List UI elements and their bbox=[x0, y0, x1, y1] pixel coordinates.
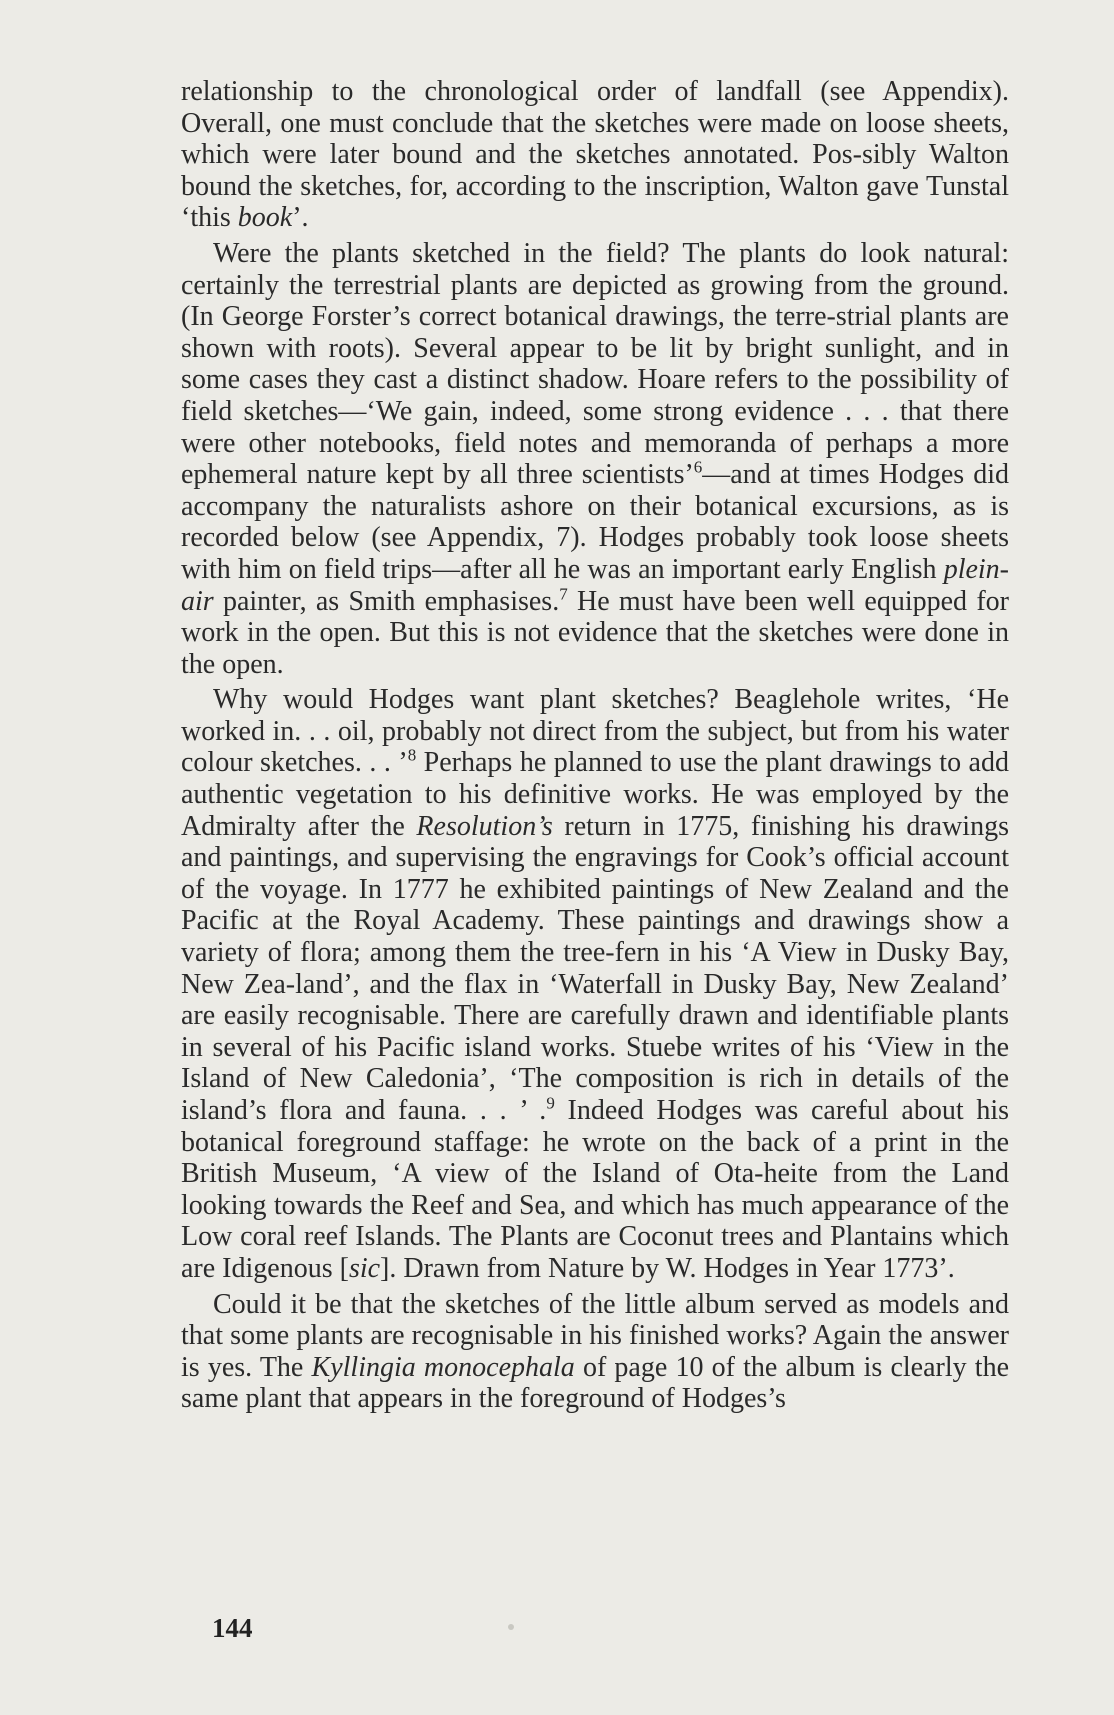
text-run: return in 1775, finishing his drawings and paintings, and supervising the engravings for Cook’s official account of the voyage. In 1777 he exhibited paintings of New Zealand and the Pacific at the Royal Academy. These paintings and drawings show a variety of flora; among them the tree-fern in his ‘A View in Dusky Bay, New Zea-land’, and the flax in ‘Waterfall in Dusky Bay, New Zealand’ are easily recognisable. There are carefully drawn and identifiable plants in several of his Pacific island works. Stuebe writes of his ‘View in the Island of New Caledonia’, ‘The composition is rich in details of the island’s flora and fauna. . . ’ . bbox=[181, 810, 1009, 1126]
text-run: He must have been well equipped for work in the open. But this is not evidence that the sketches were done in the open. bbox=[181, 585, 1009, 680]
italic-text: Resolution’s bbox=[416, 810, 553, 842]
text-run: Why would Hodges want plant sketches? Beaglehole writes, ‘He worked in. . . oil, probably not direct from the subject, but from his water colour sketches. . . ’ bbox=[181, 684, 1009, 779]
italic-text: sic bbox=[348, 1252, 381, 1284]
footnote-ref: 9 bbox=[546, 1093, 555, 1113]
text-run: relationship to the chronological order of landfall (see Appendix). Overall, one must conclude that the sketches were made on loose sheets, which were later bound and the sketches annotated. Pos-sibly Walton bound the sketches, for, according to the inscription, Walton gave Tunstal ‘this bbox=[181, 76, 1009, 234]
footnote-ref: 7 bbox=[559, 584, 568, 604]
italic-text: book bbox=[237, 202, 293, 234]
body-text bbox=[181, 76, 1009, 1419]
text-run: Were the plants sketched in the field? The plants do look natural: certainly the terrestrial plants are depicted as growing from the ground. (In George Forster’s correct botanical drawings, the terre-strial plants are shown with roots). Several appear to be lit by bright sunlight, and in some cases they cast a distinct shadow. Hoare refers to the possibility of field sketches—‘We gain, indeed, some strong evidence . . . that there were other notebooks, field notes and memoranda of perhaps a more ephemeral nature kept by all three scientists’ bbox=[181, 237, 1009, 491]
footnote-ref: 8 bbox=[407, 746, 417, 766]
paragraph bbox=[181, 684, 1009, 1284]
paragraph bbox=[181, 76, 1009, 234]
text-run: Could it be that the sketches of the little album served as models and that some plants are recognisable in his finished works? Again the answer is yes. The bbox=[181, 1288, 1009, 1383]
text-run: painter, as Smith emphasises. bbox=[213, 585, 560, 617]
page-number: 144 bbox=[212, 1613, 253, 1643]
text-run: ]. Drawn from Nature by W. Hodges in Year 1773’. bbox=[380, 1252, 955, 1284]
text-run: ’. bbox=[292, 202, 309, 234]
footnote-ref: 6 bbox=[693, 457, 703, 477]
decorative-dot bbox=[508, 1624, 514, 1630]
text-run: Perhaps he planned to use the plant drawings to add authentic vegetation to his definitive works. He was employed by the Admiralty after the bbox=[181, 747, 1009, 842]
paragraph bbox=[181, 1289, 1009, 1415]
text-run: of page 10 of the album is clearly the same plant that appears in the foreground of Hodges’s bbox=[181, 1351, 1010, 1415]
text-run: —and at times Hodges did accompany the naturalists ashore on their botanical excursions, as is recorded below (see Appendix, 7). Hodges probably took loose sheets with him on field trips—after all he was an important early English bbox=[181, 459, 1009, 585]
text-run: Indeed Hodges was careful about his botanical foreground staffage: he wrote on the back of a print in the British Museum, ‘A view of the Island of Ota-heite from the Land looking towards the Reef and Sea, and which has much appearance of the Low coral reef Islands. The Plants are Coconut trees and Plantains which are Idigenous [ bbox=[181, 1095, 1009, 1284]
paragraph bbox=[181, 238, 1009, 680]
italic-text: plein-air bbox=[181, 553, 1009, 617]
italic-text: Kyllingia monocephala bbox=[311, 1351, 575, 1383]
